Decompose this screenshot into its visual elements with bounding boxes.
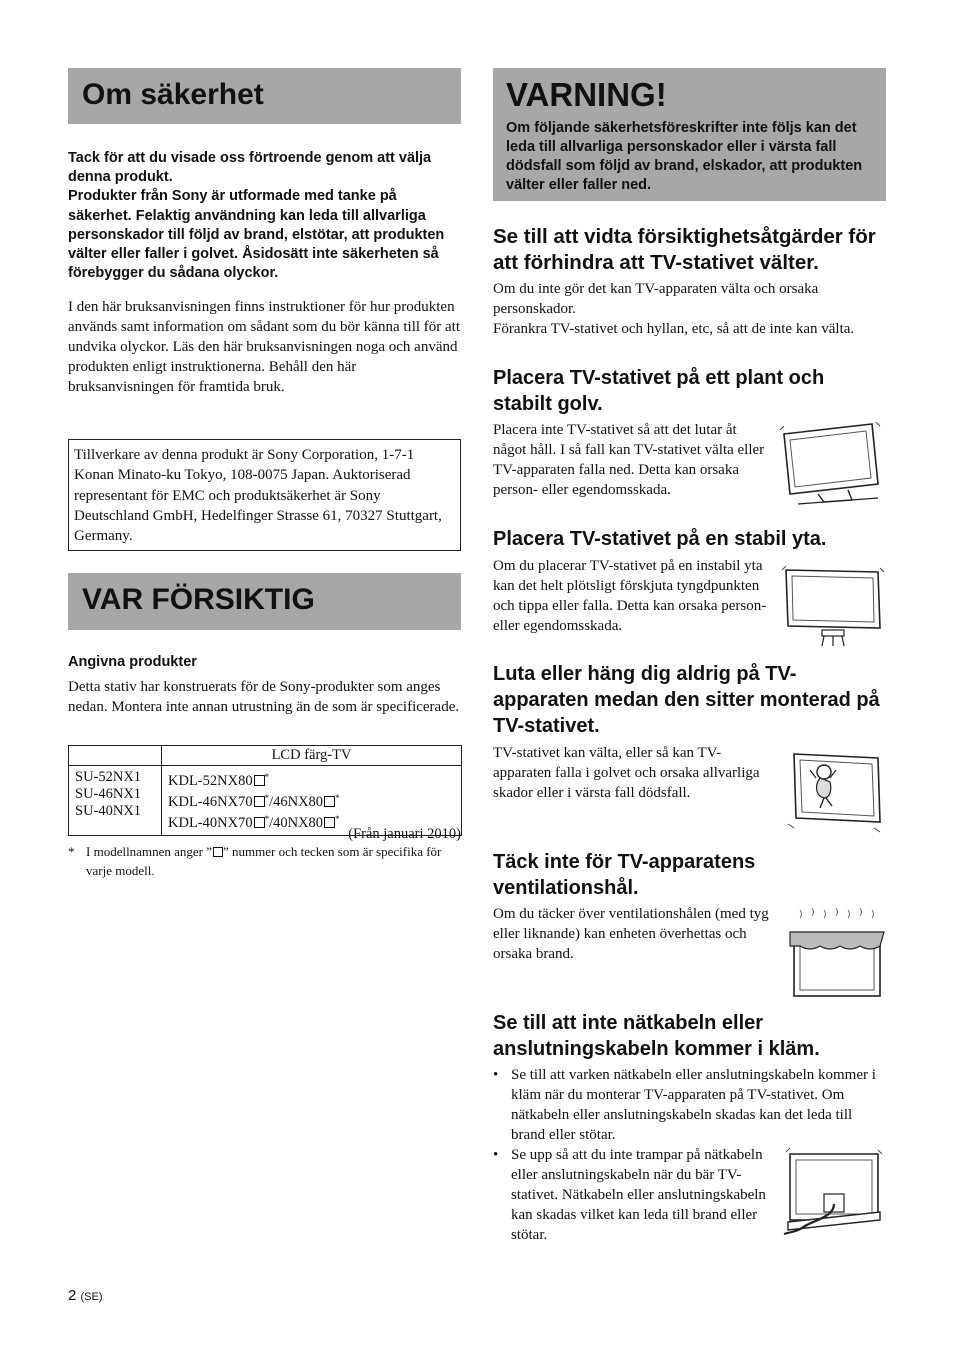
table-header-lcd: LCD färg-TV (162, 746, 462, 766)
page-number-value: 2 (68, 1287, 77, 1304)
section-text-level-floor: Placera inte TV-stativet så att det lutar åt något håll. I så fall kan TV-stativet välta eller TV-apparaten falla ned. Detta kan orsaka person- eller egendomsskada. (493, 422, 765, 498)
footnote-text-pre: I modellnamnen anger ” (86, 844, 212, 859)
table-empty-cell (69, 746, 162, 766)
section-heading-cable: Se till att inte nätkabeln eller anslutningskabeln kommer i kläm. (493, 1012, 820, 1060)
bullet-mark: • (493, 1147, 499, 1163)
tip-over-line-1: Om du inte gör det kan TV-apparaten välta och orsaka personskador. (493, 281, 819, 317)
placeholder-square-icon (213, 847, 223, 857)
placeholder-square-icon (254, 775, 265, 786)
placeholder-square-icon (324, 796, 335, 807)
cable-bullet-2 (493, 1145, 778, 1245)
tv-models-cell (162, 766, 462, 836)
section-text-stable-surface: Om du placerar TV-stativet på en instabil yta kan det helt plötsligt förskjuta tyngdpunkten och tippa eller falla. Detta kan orsaka person- eller egendomsskada. (493, 558, 767, 634)
section-text-tip-over (493, 279, 886, 339)
tv-model-name-alt: /40NX80 (269, 815, 324, 831)
footnote (68, 843, 461, 880)
asterisk-mark: * (264, 793, 270, 803)
tv-model-name-alt: /46NX80 (269, 794, 324, 810)
intro-body-text: I den här bruksanvisningen finns instruktioner för hur produkten används samt information om sådant som du bör känna till för att undvika olyckor. Läs den här bruksanvisningen noga och använd produkten enligt instruktionerna. Behåll den här bruksanvisningen för framtida bruk. (68, 299, 461, 395)
asterisk-mark: * (335, 814, 340, 824)
products-text: Detta stativ har konstruerats för de Sony-produkter som anges nedan. Montera inte annan utrustning än de som är specificerade. (68, 679, 460, 715)
unstable-surface-tv-illustration (778, 562, 886, 648)
section-text-ventilation: Om du täcker över ventilationshålen (med tyg eller liknande) kan enheten överhettas och orsaka brand. (493, 906, 769, 962)
placeholder-square-icon (254, 796, 265, 807)
tv-model-name: KDL-40NX70 (168, 815, 253, 831)
title-safety: Om säkerhet (82, 78, 264, 111)
intro-bold-line-1: Tack för att du visade oss förtroende genom att välja denna produkt. (68, 150, 432, 186)
footnote-star: * (68, 844, 75, 859)
products-heading: Angivna produkter (68, 654, 197, 670)
section-text-do-not-lean: TV-stativet kan välta, eller så kan TV-apparaten falla i golvet och orsaka allvarliga skador eller i värsta fall dödsfall. (493, 745, 760, 801)
asterisk-mark: * (335, 793, 340, 803)
warning-title: VARNING! (506, 76, 667, 113)
tv-model-name: KDL-46NX70 (168, 794, 253, 810)
tv-model-name: KDL-52NX80 (168, 773, 253, 789)
section-banner-caution (68, 573, 461, 630)
tip-over-line-2: Förankra TV-stativet och hyllan, etc, så att de inte kan välta. (493, 321, 855, 337)
warning-banner (493, 68, 886, 201)
cable-bullet-1-text: Se till att varken nätkabeln eller anslutningskabeln kommer i kläm när du monterar TV-apparaten på TV-stativet. Om nätkabeln eller anslutningskabeln skadas kan det leda till brand eller stötar. (511, 1067, 876, 1143)
asterisk-mark: * (264, 814, 270, 824)
section-heading-ventilation: Täck inte för TV-apparatens ventilationshål. (493, 851, 756, 899)
intro-bold-line-2: Produkter från Sony är utformade med tanke på säkerhet. Felaktig användning kan leda till allvarliga personskador till följd av brand, elstötar, att produkten välter eller faller i golvet. Åsidosätt inte säkerheten så förebygger du sådana olyckor. (68, 188, 445, 282)
stand-model: SU-40NX1 (75, 803, 142, 819)
section-heading-tip-over: Se till att vidta försiktighetsåtgärder för att förhindra att TV-stativet välter. (493, 225, 876, 274)
manufacturer-box (68, 439, 461, 551)
section-banner-safety (68, 68, 461, 124)
cable-bullet-2-text: Se upp så att du inte trampar på nätkabeln eller anslutningskabeln när du bär TV-stativet. Nätkabeln eller anslutningskabeln kan skadas vilket kan leda till brand eller stötar. (511, 1147, 766, 1243)
pinched-cable-illustration (782, 1148, 886, 1236)
table-row (69, 766, 462, 836)
child-hanging-on-tv-illustration (786, 748, 886, 834)
warning-text: Om följande säkerhetsföreskrifter inte följs kan det leda till allvarliga personskador eller i värsta fall dödsfall som följd av brand, elskador, att produkten välter eller faller ned. (506, 120, 863, 193)
products-table (68, 745, 462, 836)
cable-bullet-1 (493, 1065, 886, 1145)
page-number (68, 1287, 103, 1304)
intro-bold-text (68, 149, 461, 283)
bullet-mark: • (493, 1067, 499, 1083)
tv-model (168, 790, 455, 811)
tilted-tv-illustration (778, 420, 886, 508)
stand-models-cell (69, 766, 162, 836)
from-date-note: (Från januari 2010) (348, 826, 461, 842)
table-header-row (69, 746, 462, 766)
stand-model: SU-46NX1 (75, 786, 142, 802)
tv-model (168, 769, 455, 790)
section-heading-level-floor: Placera TV-stativet på ett plant och stabilt golv. (493, 367, 825, 415)
manufacturer-text: Tillverkare av denna produkt är Sony Corporation, 1-7-1 Konan Minato-ku Tokyo, 108-0075 Japan. Auktoriserad representant för EMC och produktsäkerhet är Sony Deutschland GmbH, Hedelfinger Strasse 61, 70327 Stuttgart, Germany. (74, 447, 442, 545)
stand-model: SU-52NX1 (75, 769, 142, 785)
asterisk-mark: * (264, 772, 270, 782)
footnote-text-post: ” nummer och tecken som är specifika för varje modell. (86, 844, 442, 878)
section-heading-stable-surface: Placera TV-stativet på en stabil yta. (493, 528, 827, 550)
page-language: (SE) (80, 1291, 103, 1303)
covered-vents-tv-illustration (786, 906, 886, 1002)
section-heading-do-not-lean: Luta eller häng dig aldrig på TV-apparaten medan den sitter monterad på TV-stativet. (493, 663, 880, 737)
title-caution: VAR FÖRSIKTIG (82, 583, 315, 616)
